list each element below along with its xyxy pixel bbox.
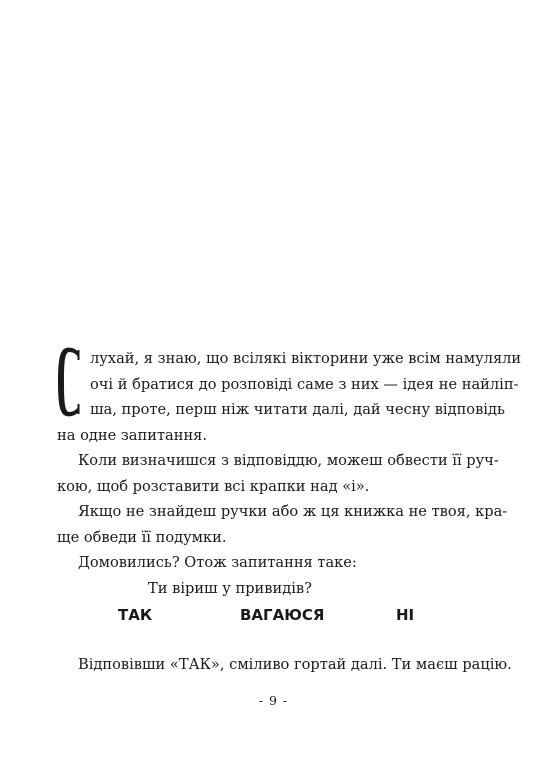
drop-cap-glyph	[57, 347, 81, 417]
paragraph-4-line-1: Домовились? Отож запитання таке:	[78, 554, 357, 571]
drop-cap	[57, 347, 81, 417]
option-yes: ТАК	[118, 606, 153, 624]
paragraph-1-line-1: лухай, я знаю, що всілякі вікторини уже всім намуляли	[90, 350, 522, 367]
paragraph-3-line-2: ще обведи її подумки.	[57, 529, 227, 546]
paragraph-3-line-1: Якщо не знайдеш ручки або ж ця книжка не твоя, кра-	[78, 503, 508, 520]
paragraph-2-line-1: Коли визначишся з відповіддю, можеш обвести її руч-	[78, 452, 499, 469]
paragraph-1-line-2: очі й братися до розповіді саме з них — ідея не найліп-	[90, 376, 519, 393]
paragraph-1-line-3: ша, проте, перш ніж читати далі, дай чесну відповідь	[90, 401, 505, 418]
question: Ти віриш у привидів?	[148, 580, 312, 597]
paragraph-2-line-2: кою, щоб розставити всі крапки над «і».	[57, 478, 370, 495]
option-no: НІ	[396, 606, 415, 624]
paragraph-1-line-4: на одне запитання.	[57, 427, 208, 444]
page-number: - 9 -	[258, 693, 289, 708]
conclusion-line: Відповівши «ТАК», сміливо гортай далі. Ти маєш рацію.	[78, 656, 512, 673]
option-hesitate: ВАГАЮСЯ	[240, 606, 325, 624]
